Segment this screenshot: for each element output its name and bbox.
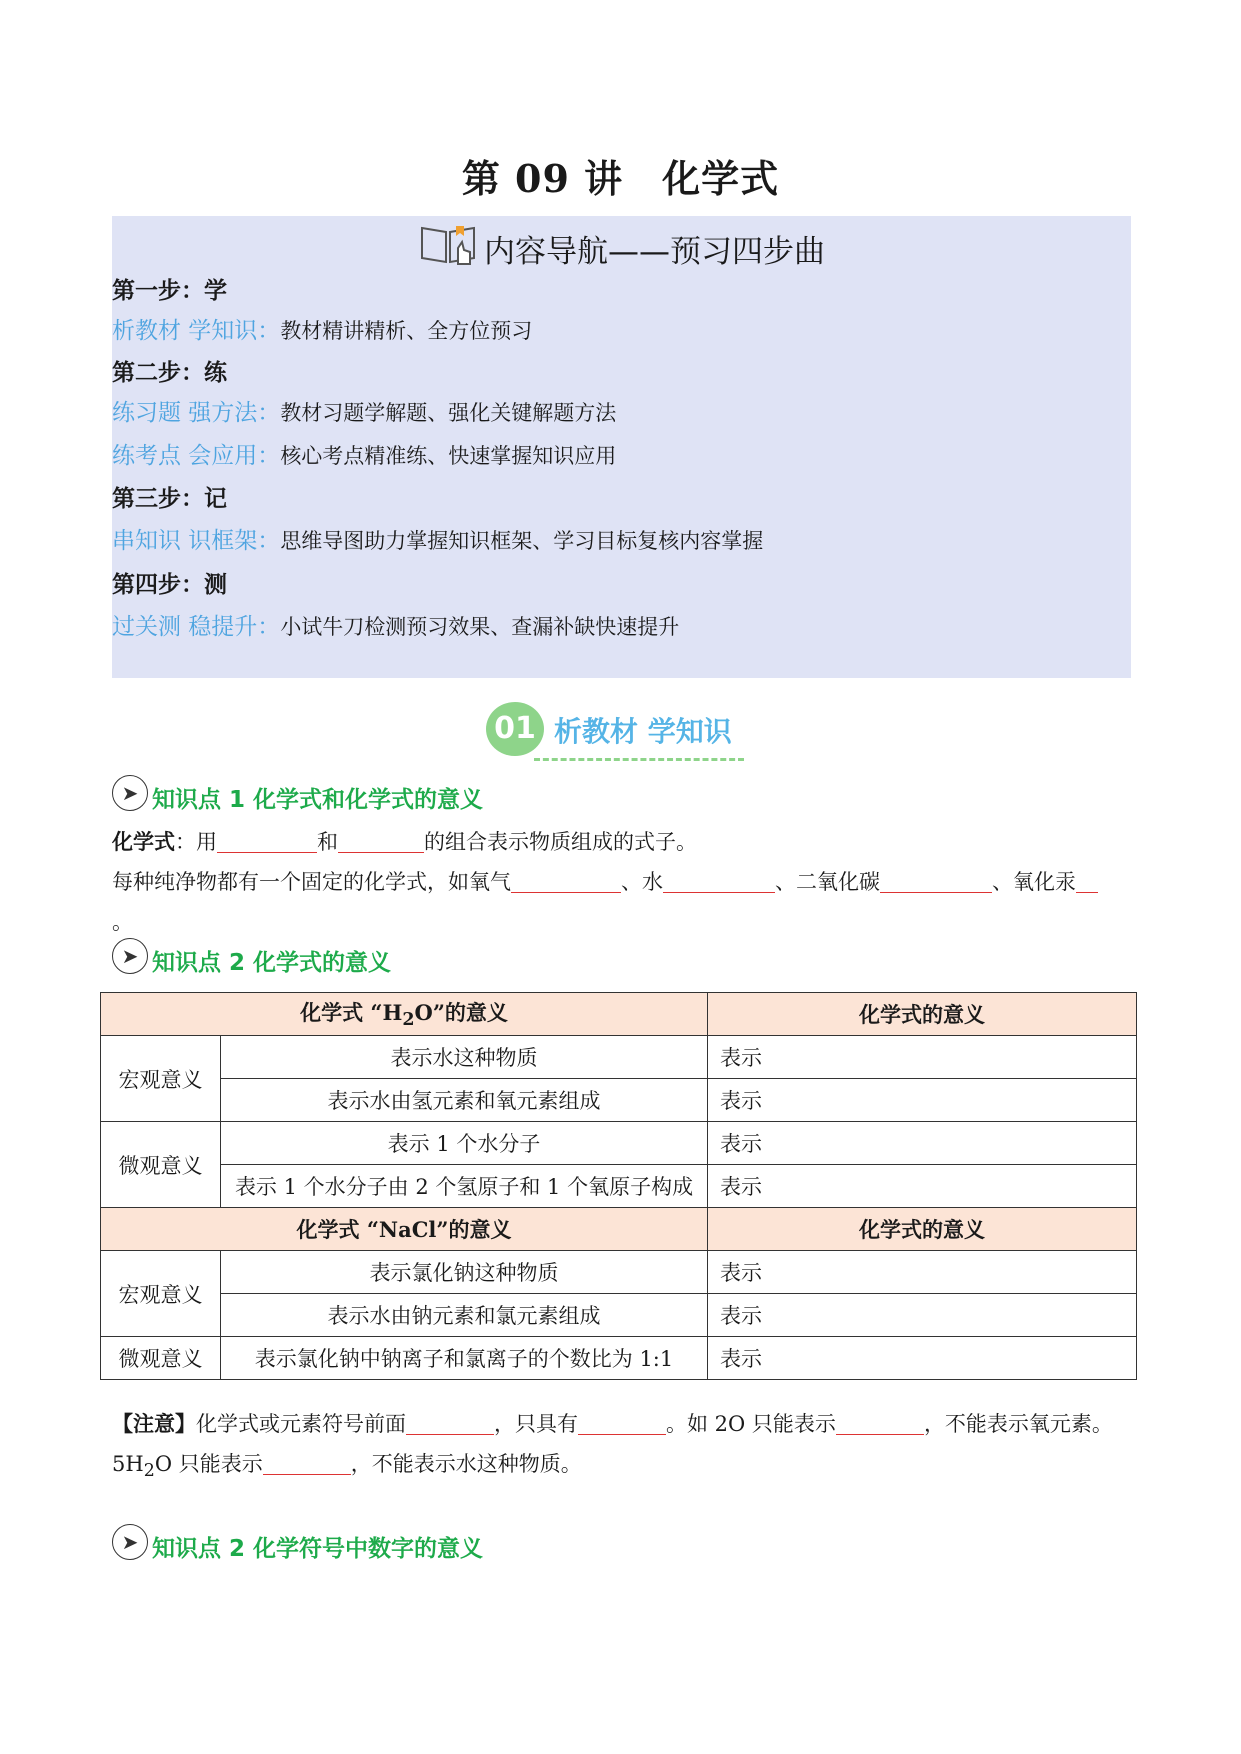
meaning-cell: 表示水这种物质: [221, 1036, 708, 1079]
macro-label: 宏观意义: [101, 1036, 221, 1122]
macro-label: 宏观意义: [101, 1251, 221, 1337]
h2o-header: [101, 993, 708, 1036]
text: O”的意义: [414, 1000, 508, 1026]
answer-cell[interactable]: 表示: [708, 1337, 1137, 1380]
nav-key: 过关测 稳提升：: [112, 614, 281, 640]
meaning-cell: 表示水由钠元素和氯元素组成: [221, 1294, 708, 1337]
answer-cell[interactable]: 表示: [708, 1036, 1137, 1079]
arrow-circle-icon: ➤: [112, 775, 148, 811]
kp2-title: 知识点 2 化学式的意义: [152, 950, 392, 976]
meaning-cell: 表示水由氢元素和氧元素组成: [221, 1079, 708, 1122]
arrow-circle-icon: ➤: [112, 1524, 148, 1560]
nav-desc: 思维导图助力掌握知识框架、学习目标复核内容掌握: [280, 529, 764, 553]
nav-desc: 教材精讲精析、全方位预习: [280, 319, 533, 343]
meaning-header: 化学式的意义: [708, 993, 1137, 1036]
text: 5H: [112, 1452, 144, 1476]
text: 每种纯净物都有一个固定的化学式，如氧气: [112, 870, 511, 894]
meaning-cell: 表示氯化钠中钠离子和氯离子的个数比为 1:1: [221, 1337, 708, 1380]
text: 、氧化汞: [992, 870, 1076, 894]
fill-blank[interactable]: [511, 872, 621, 893]
answer-cell[interactable]: 表示: [708, 1294, 1137, 1337]
text: 化学式 “H: [300, 1000, 403, 1026]
text: 化学式或元素符号前面: [196, 1412, 406, 1436]
step-1-title: 第一步：学: [112, 277, 227, 304]
kp1-title: 知识点 1 化学式和化学式的意义: [152, 787, 484, 813]
nav-row-exercise: [112, 394, 616, 427]
definition-line: [112, 826, 697, 856]
nav-key: 析教材 学知识：: [112, 318, 281, 344]
example-end: 。: [112, 910, 133, 934]
table-row: [101, 1165, 1137, 1208]
term-chemical-formula: 化学式: [112, 829, 175, 854]
text: 的组合表示物质组成的式子。: [424, 830, 697, 854]
kp3-title: 知识点 2 化学符号中数字的意义: [152, 1536, 484, 1562]
nav-desc: 教材习题学解题、强化关键解题方法: [280, 401, 617, 425]
fill-blank[interactable]: [836, 1414, 924, 1435]
note-line: [112, 1408, 1113, 1438]
text: ，只具有: [494, 1412, 578, 1436]
meaning-cell: 表示氯化钠这种物质: [221, 1251, 708, 1294]
subscript: 2: [143, 1461, 155, 1482]
content-navigation-box: [112, 216, 1131, 678]
nav-desc: 核心考点精准练、快速掌握知识应用: [280, 444, 617, 468]
table-row: [101, 1337, 1137, 1380]
text: 。如 2O 只能表示: [666, 1412, 836, 1436]
note-label: 【注意】: [112, 1411, 196, 1436]
section-underline: [534, 758, 744, 761]
nav-row-exam-points: [112, 437, 616, 470]
table-header-row: [101, 1208, 1137, 1251]
subscript: 2: [402, 1010, 415, 1031]
book-pointer-icon: [418, 222, 480, 270]
fill-blank[interactable]: [263, 1454, 351, 1475]
text: 和: [317, 830, 338, 854]
nav-heading-text: 内容导航——预习四步曲: [484, 234, 825, 270]
nav-desc: 小试牛刀检测预习效果、查漏补缺快速提升: [280, 615, 680, 639]
text: 、水: [621, 870, 663, 894]
nav-key: 串知识 识框架：: [112, 528, 281, 554]
fill-blank[interactable]: [1076, 872, 1098, 893]
section-number: 01: [486, 702, 544, 756]
meaning-header: 化学式的意义: [708, 1208, 1137, 1251]
text: 、二氧化碳: [775, 870, 880, 894]
text: ，不能表示氧元素。: [923, 1412, 1113, 1436]
table-row: [101, 1251, 1137, 1294]
answer-cell[interactable]: 表示: [708, 1079, 1137, 1122]
nav-row-framework: [112, 522, 763, 555]
nav-row-test: [112, 608, 679, 641]
nav-key: 练考点 会应用：: [112, 443, 281, 469]
table-row: [101, 1079, 1137, 1122]
table-row: [101, 1122, 1137, 1165]
meaning-cell: 表示 1 个水分子: [221, 1122, 708, 1165]
fill-blank[interactable]: [578, 1414, 666, 1435]
micro-label: 微观意义: [101, 1122, 221, 1208]
formula-meaning-table: [100, 992, 1137, 1380]
arrow-circle-icon: ➤: [112, 938, 148, 974]
fill-blank[interactable]: [880, 872, 992, 893]
answer-cell[interactable]: 表示: [708, 1165, 1137, 1208]
nacl-header: 化学式 “NaCl”的意义: [101, 1208, 708, 1251]
fill-blank[interactable]: [217, 832, 317, 853]
meaning-cell: 表示 1 个水分子由 2 个氢原子和 1 个氧原子构成: [221, 1165, 708, 1208]
nav-heading: [112, 222, 1131, 271]
text: ，不能表示水这种物质。: [350, 1452, 582, 1476]
text: ：用: [175, 830, 217, 854]
table-row: [101, 1036, 1137, 1079]
nav-row-learn: [112, 312, 532, 345]
fill-blank[interactable]: [406, 1414, 494, 1435]
fill-blank[interactable]: [338, 832, 424, 853]
page-title: 第 09 讲 化学式: [461, 156, 780, 201]
section-badge: [486, 702, 756, 766]
table-row: [101, 1294, 1137, 1337]
step-3-title: 第三步：记: [112, 485, 227, 512]
micro-label: 微观意义: [101, 1337, 221, 1380]
nav-key: 练习题 强方法：: [112, 400, 281, 426]
text: O 只能表示: [154, 1452, 263, 1476]
answer-cell[interactable]: 表示: [708, 1122, 1137, 1165]
step-2-title: 第二步：练: [112, 359, 227, 386]
note-line-2: [112, 1448, 582, 1481]
step-4-title: 第四步：测: [112, 571, 227, 598]
answer-cell[interactable]: 表示: [708, 1251, 1137, 1294]
table-header-row: [101, 993, 1137, 1036]
section-label: 析教材 学知识: [554, 715, 732, 748]
fill-blank[interactable]: [663, 872, 775, 893]
example-line: [112, 866, 1098, 896]
